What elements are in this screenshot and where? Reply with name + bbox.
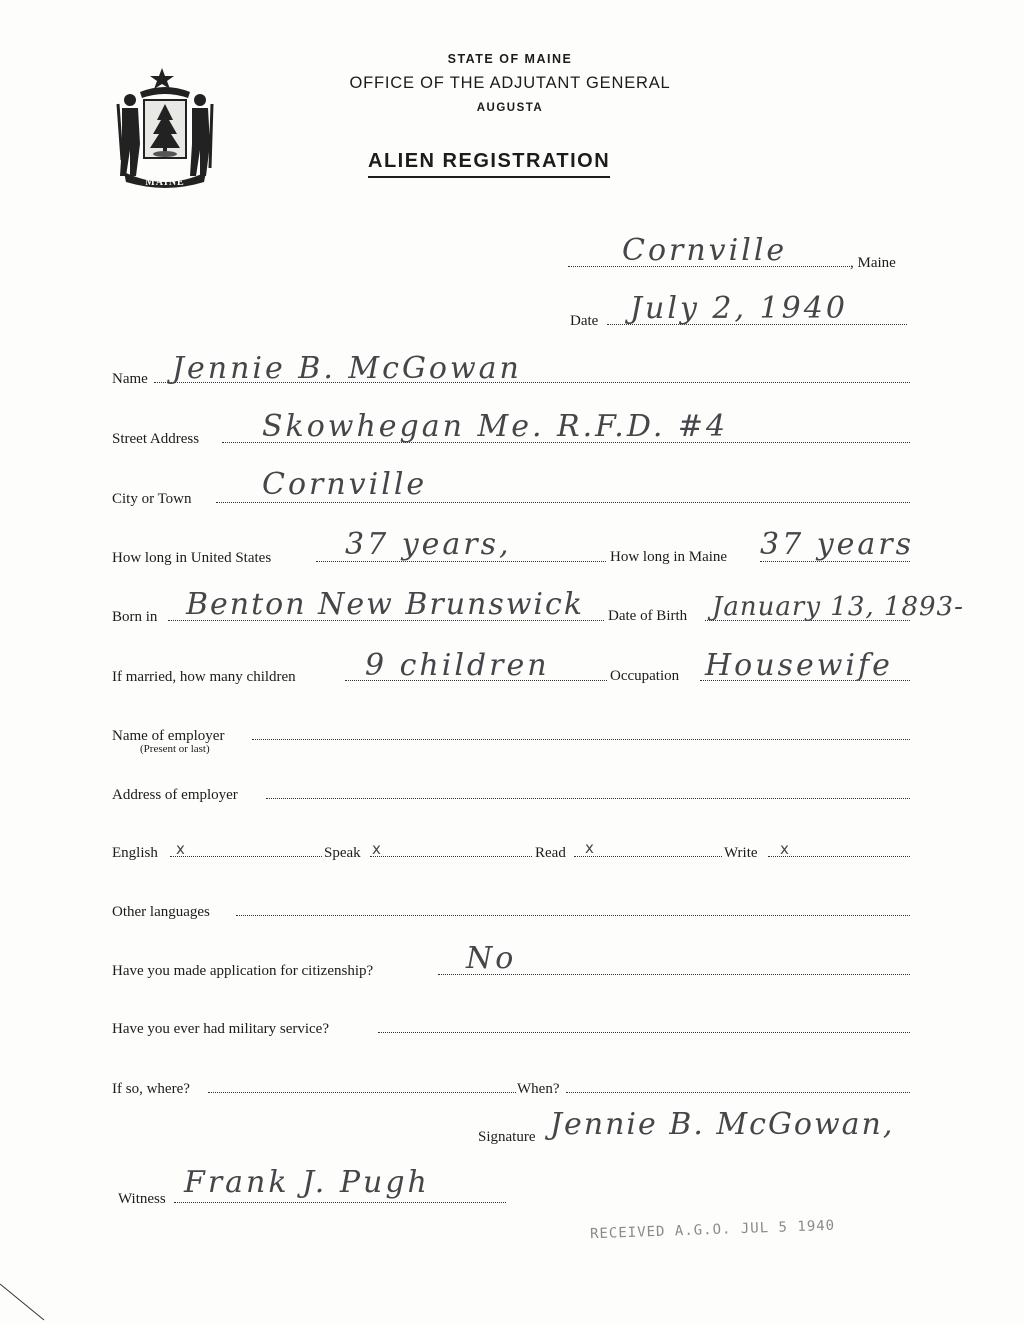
occupation-value: Housewife — [705, 648, 893, 683]
years-us-label: How long in United States — [112, 550, 272, 566]
witness-line — [174, 1202, 506, 1203]
street-address-value: Skowhegan Me. R.F.D. #4 — [262, 409, 729, 444]
born-in-label: Born in — [112, 609, 158, 625]
years-maine-label: How long in Maine — [610, 549, 728, 565]
employer-name-sublabel: (Present or last) — [140, 743, 210, 755]
date-of-birth-value: January 13, 1893- — [712, 592, 964, 622]
write-line — [768, 856, 910, 857]
employer-address-label: Address of employer — [112, 787, 238, 803]
employer-name-label: Name of employer — [112, 728, 225, 744]
speak-label: Speak — [324, 845, 361, 861]
witness-label: Witness — [118, 1191, 166, 1207]
street-address-label: Street Address — [112, 431, 200, 447]
occupation-label: Occupation — [610, 668, 680, 684]
other-languages-line — [236, 915, 910, 916]
form-title: ALIEN REGISTRATION — [368, 150, 610, 178]
city-label: City or Town — [112, 491, 192, 507]
place-value: Cornville — [622, 233, 788, 268]
write-label: Write — [724, 845, 758, 861]
witness-value: Frank J. Pugh — [184, 1165, 430, 1200]
received-stamp: RECEIVED A.G.O. JUL 5 1940 — [589, 1217, 836, 1243]
where-line — [208, 1092, 516, 1093]
years-maine-value: 37 years — [760, 527, 915, 562]
born-in-value: Benton New Brunswick — [186, 587, 584, 622]
military-line — [378, 1032, 910, 1033]
children-value: 9 children — [365, 648, 550, 683]
city-line — [216, 502, 910, 503]
name-value: Jennie B. McGowan — [172, 351, 522, 386]
name-label: Name — [112, 371, 148, 387]
date-of-birth-label: Date of Birth — [608, 608, 688, 624]
citizenship-value: No — [466, 941, 517, 976]
place-suffix: , Maine — [850, 255, 896, 271]
citizenship-label: Have you made application for citizenship? — [112, 963, 374, 979]
write-mark: x — [780, 840, 789, 858]
english-line — [170, 856, 322, 857]
seal-ribbon-text: MAINE — [145, 177, 185, 188]
where-label: If so, where? — [112, 1081, 190, 1097]
speak-mark: x — [372, 840, 381, 858]
children-label: If married, how many children — [112, 669, 296, 685]
years-us-value: 37 years, — [345, 527, 512, 562]
maine-state-seal-icon — [110, 64, 220, 190]
page-corner-icon — [0, 1280, 50, 1324]
signature-value: Jennie B. McGowan, — [550, 1107, 895, 1142]
when-label: When? — [517, 1081, 560, 1097]
header-city: AUGUSTA — [476, 102, 544, 114]
date-value: July 2, 1940 — [630, 291, 848, 326]
header-state: STATE OF MAINE — [447, 52, 573, 66]
employer-name-line — [252, 739, 910, 740]
read-line — [574, 856, 722, 857]
english-label: English — [112, 845, 158, 861]
date-label: Date — [570, 313, 599, 329]
header-office: OFFICE OF THE ADJUTANT GENERAL — [349, 74, 671, 92]
speak-line — [370, 856, 532, 857]
read-mark: x — [585, 839, 594, 857]
military-label: Have you ever had military service? — [112, 1021, 329, 1037]
when-line — [566, 1092, 910, 1093]
other-languages-label: Other languages — [112, 904, 210, 920]
english-mark: x — [176, 840, 185, 858]
signature-label: Signature — [478, 1129, 536, 1145]
employer-address-line — [266, 798, 910, 799]
city-value: Cornville — [262, 467, 428, 502]
read-label: Read — [535, 845, 566, 861]
